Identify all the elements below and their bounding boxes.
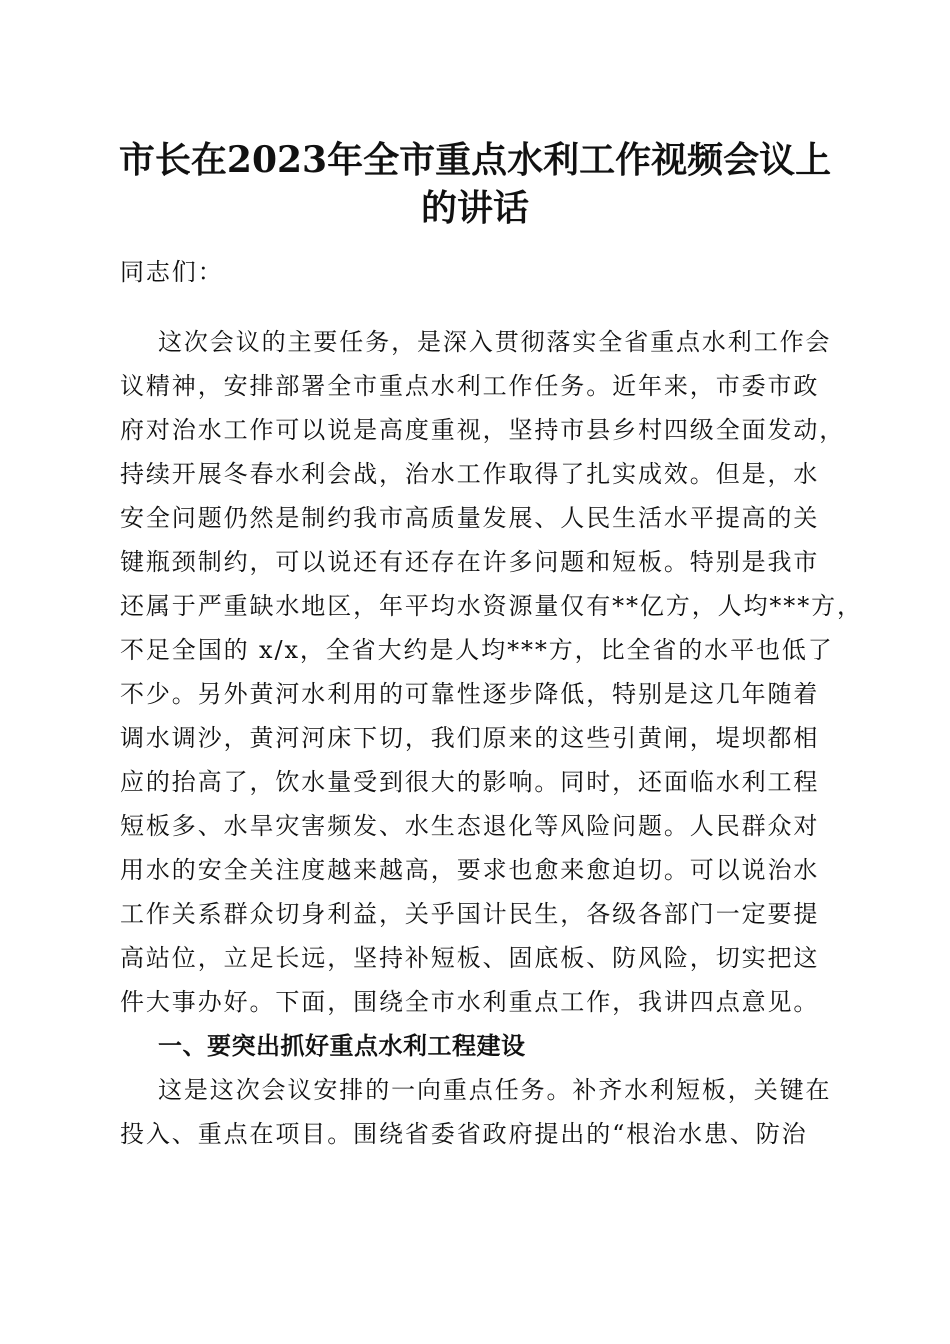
text-line: 不足全国的 x/x，全省大约是人均***方，比全省的水平也低了 <box>120 636 834 664</box>
text-line: 这次会议的主要任务，是深入贯彻落实全省重点水利工作会 <box>158 328 832 356</box>
text-line: 这是这次会议安排的一向重点任务。补齐水利短板，关键在 <box>158 1076 832 1104</box>
text-line: 工作关系群众切身利益，关乎国计民生，各级各部门一定要提 <box>120 900 820 928</box>
paragraph <box>120 1068 840 1156</box>
text-line: 调水调沙，黄河河床下切，我们原来的这些引黄闸，堤坝都相 <box>120 724 820 752</box>
document-title <box>0 136 950 232</box>
text-line: 短板多、水旱灾害频发、水生态退化等风险问题。人民群众对 <box>120 812 820 840</box>
document-body <box>120 250 863 1156</box>
text-line: 还属于严重缺水地区，年平均水资源量仅有**亿方，人均***方， <box>120 592 863 620</box>
title-line-1: 市长在2023年全市重点水利工作视频会议上 <box>118 139 832 181</box>
text-line: 件大事办好。下面，围绕全市水利重点工作，我讲四点意见。 <box>120 988 820 1016</box>
text-line: 投入、重点在项目。围绕省委省政府提出的“根治水患、防治 <box>120 1120 808 1148</box>
text-line: 持续开展冬春水利会战，治水工作取得了扎实成效。但是，水 <box>120 460 820 488</box>
text-line: 府对治水工作可以说是高度重视，坚持市县乡村四级全面发动， <box>120 416 846 444</box>
section-heading <box>120 1024 840 1068</box>
text-line: 不少。另外黄河水利用的可靠性逐步降低，特别是这几年随着 <box>120 680 820 708</box>
title-line-2: 的讲话 <box>420 187 529 229</box>
text-line: 高站位，立足长远，坚持补短板、固底板、防风险，切实把这 <box>120 944 820 972</box>
text-line: 一、要突出抓好重点水利工程建设 <box>158 1032 526 1060</box>
text-line: 用水的安全关注度越来越高，要求也愈来愈迫切。可以说治水 <box>120 856 820 884</box>
text-line: 安全问题仍然是制约我市高质量发展、人民生活水平提高的关 <box>120 504 820 532</box>
paragraph <box>120 320 863 1024</box>
text-line: 键瓶颈制约，可以说还有还存在许多问题和短板。特别是我市 <box>120 548 820 576</box>
salutation: 同志们： <box>120 258 224 286</box>
text-line: 应的抬高了，饮水量受到很大的影响。同时，还面临水利工程 <box>120 768 820 796</box>
text-line: 议精神，安排部署全市重点水利工作任务。近年来，市委市政 <box>120 372 820 400</box>
